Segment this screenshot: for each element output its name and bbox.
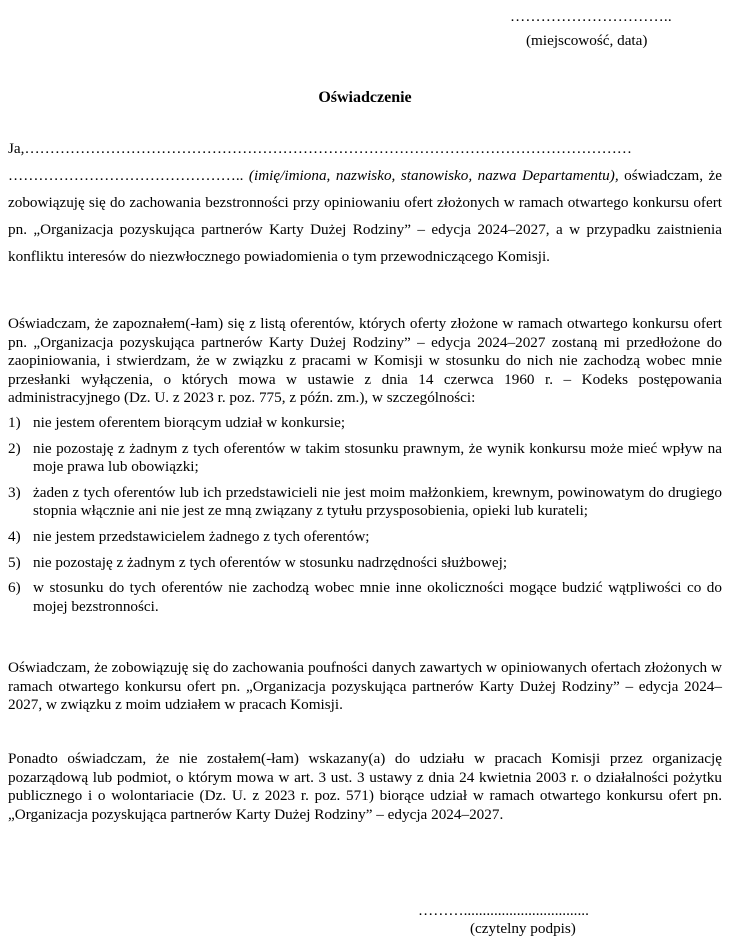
list-item-text: nie pozostaję z żadnym z tych oferentów w takim stosunku prawnym, że wynik konkursu może mieć wpływ na moje prawa lub obowiązki; [33,439,722,476]
list-item-number: 4) [8,527,21,545]
exclusion-list [8,414,722,623]
signature-label: (czytelny podpis) [470,920,576,937]
list-item-number: 2) [8,439,21,457]
list-item [8,440,722,477]
declaration-paragraph-nomination: Ponadto oświadczam, że nie zostałem(-łam) wskazany(a) do udziału w pracach Komisji przez organizację pozarządową lub podmiot, o którym mowa w art. 3 ust. 3 ustawy z dnia 24 kwietnia 2003 r. o działalności pożytku publicznego i o wolontariacie (Dz. U. z 2023 r. poz. 571) biorące udział w ramach otwartego konkursu ofert pn. „Organizacja pozyskująca partnerów Karty Dużej Rodziny” – edycja 2024–2027. [8,750,722,823]
list-item [8,579,722,616]
list-item-number: 5) [8,553,21,571]
list-item-number: 3) [8,483,21,501]
list-item-number: 6) [8,579,21,597]
declaration-paragraph-confidentiality: Oświadczam, że zobowiązuję się do zachowania poufności danych zawartych w opiniowanych ofertach złożonych w ramach otwartego konkursu ofert pn. „Organizacja pozyskująca partnerów Karty Dużej Rodziny” – edycja 2024–2027, w związku z moim udziałem w pracach Komisji. [8,659,722,714]
place-date-dots: ………………………….. [510,8,672,25]
list-item-number: 1) [8,414,21,431]
declaration-paragraph-exclusion: Oświadczam, że zapoznałem(-łam) się z listą oferentów, których oferty złożone w ramach otwartego konkursu ofert pn. „Organizacja pozyskująca partnerów Karty Dużej Rodziny” – edycja 2024–2027 zostaną mi przedłożone do zaopiniowania, i stwierdzam, że w związku z pracami w Komisji w stosunku do nich nie zachodzą wobec mnie przesłanki wyłączenia, o których mowa w ustawie z dnia 14 czerwca 1960 r. – Kodeks postępowania administracyjnego (Dz. U. z 2023 r. poz. 775, z późn. zm.), w szczególności: [8,315,722,407]
list-item-text: w stosunku do tych oferentów nie zachodzą wobec mnie inne okoliczności mogące budzić wątpliwości co do mojej bezstronności. [33,579,722,615]
list-item-text: żaden z tych oferentów lub ich przedstawicieli nie jest moim małżonkiem, krewnym, powinowatym do drugiego stopnia włącznie ani nie jest ze mną związany z tytułu przysposobienia, opieki lub kurateli; [33,483,722,520]
dots-fill-line: ……………………………………….. [8,167,244,184]
list-item-text: nie jestem przedstawicielem żadnego z tych oferentów; [33,527,370,545]
place-date-label: (miejscowość, data) [526,32,648,49]
list-item [8,414,722,433]
list-item [8,484,722,521]
list-item-text: nie pozostaję z żadnym z tych oferentów w stosunku nadrzędności służbowej; [33,553,508,571]
list-item-text: nie jestem oferentem biorącym udział w konkursie; [33,414,346,431]
impartiality-text: oświadczam, że zobowiązuję się do zachowania bezstronności przy opiniowaniu ofert złożonych w ramach otwartego konkursu ofert pn. „Organizacja pozyskująca partnerów Karty Dużej Rodziny” – edycja 2024–2027, a w przypadku zaistnienia konfliktu interesów do niezwłocznego powiadomienia o tym przewodniczącego Komisji. [8,167,723,265]
list-item [8,554,722,573]
signature-dots: ………................................. [418,902,589,919]
name-fill-line: Ja,………………………………………………………………………………………………………… [8,140,632,157]
list-item [8,528,722,547]
document-title: Oświadczenie [318,89,412,106]
name-hint: (imię/imiona, nazwisko, stanowisko, nazwa Departamentu), [243,167,619,184]
declaration-paragraph-impartiality [8,135,722,270]
